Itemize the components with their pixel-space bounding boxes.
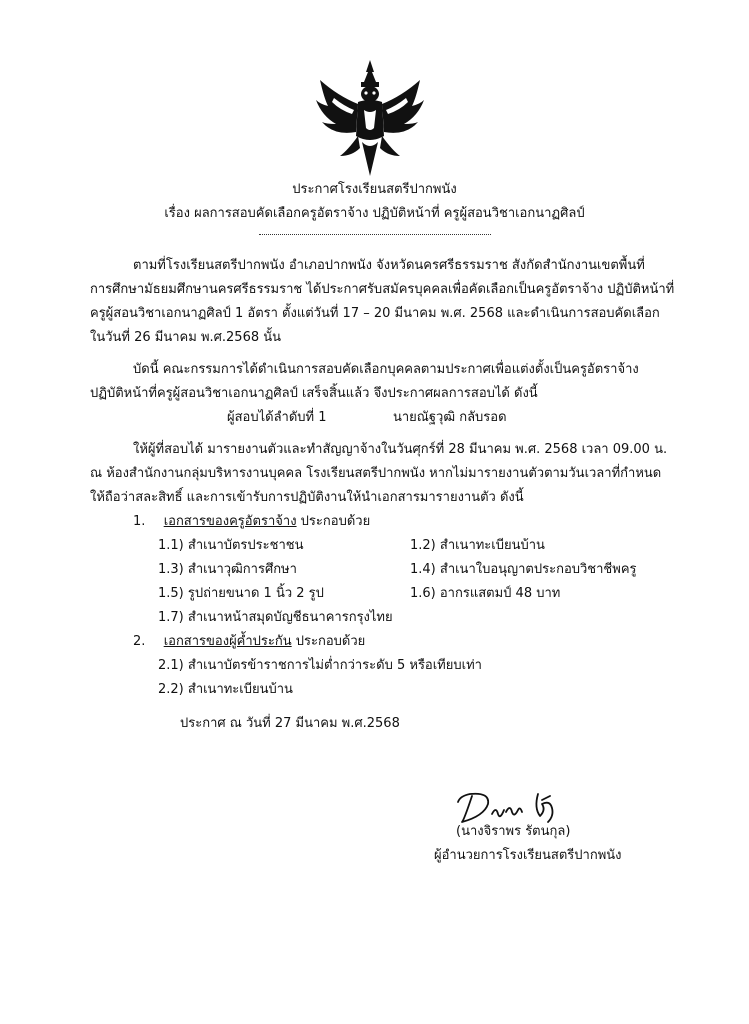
result-name: นายณัฐวุฒิ กลับรอด — [393, 410, 507, 425]
result-rank: ผู้สอบได้ลำดับที่ 1 — [227, 410, 327, 425]
section1-heading — [133, 510, 370, 534]
para1-line1: ตามที่โรงเรียนสตรีปากพนัง อำเภอปากพนัง จังหวัดนครศรีธรรมราช สังกัดสำนักงานเขตพื้นที่ — [133, 258, 645, 273]
section2-item-2: 2.2) สำเนาทะเบียนบ้าน — [158, 682, 293, 697]
section1-suffix: ประกอบด้วย — [296, 514, 371, 529]
section2-item-1: 2.1) สำเนาบัตรข้าราชการไม่ต่ำกว่าระดับ 5 หรือเทียบเท่า — [158, 658, 482, 673]
section1-item-2: 1.2) สำเนาทะเบียนบ้าน — [410, 538, 545, 553]
para1-line2: การศึกษามัธยมศึกษานครศรีธรรมราช ได้ประกาศรับสมัครบุคคลเพื่อคัดเลือกเป็นครูอัตราจ้าง ปฏิบัติหน้าที่ — [90, 282, 675, 297]
section1-item-1: 1.1) สำเนาบัตรประชาชน — [158, 538, 304, 553]
section1-item-3: 1.3) สำเนาวุฒิการศึกษา — [158, 562, 297, 577]
signatory-name: (นางจิราพร รัตนกุล) — [456, 824, 571, 839]
section2-heading — [133, 630, 365, 654]
section2-title: เอกสารของผู้ค้ำประกัน — [163, 634, 292, 649]
section1-item-7: 1.7) สำเนาหน้าสมุดบัญชีธนาคารกรุงไทย — [158, 610, 393, 625]
para2-line1: บัดนี้ คณะกรรมการได้ดำเนินการสอบคัดเลือกบุคคลตามประกาศเพื่อแต่งตั้งเป็นครูอัตราจ้าง — [133, 362, 639, 377]
section1-item-6: 1.6) อากรแสตมป์ 48 บาท — [410, 586, 561, 601]
dotted-divider — [259, 234, 491, 235]
para1-line4: ในวันที่ 26 มีนาคม พ.ศ.2568 นั้น — [90, 330, 282, 345]
section2-suffix: ประกอบด้วย — [291, 634, 366, 649]
section1-title: เอกสารของครูอัตราจ้าง — [163, 514, 297, 529]
para3-line1: ให้ผู้ที่สอบได้ มารายงานตัวและทำสัญญาจ้างในวันศุกร์ที่ 28 มีนาคม พ.ศ. 2568 เวลา 09.00 น. — [133, 442, 668, 457]
section1-item-5: 1.5) รูปถ่ายขนาด 1 นิ้ว 2 รูป — [158, 586, 324, 601]
signatory-position: ผู้อำนวยการโรงเรียนสตรีปากพนัง — [434, 848, 622, 863]
section2-number: 2. — [133, 634, 146, 649]
para3-line2: ณ ห้องสำนักงานกลุ่มบริหารงานบุคคล โรงเรียนสตรีปากพนัง หากไม่มารายงานตัวตามวันเวลาที่กำหนด — [90, 466, 662, 481]
para3-line3: ให้ถือว่าสละสิทธิ์ และการเข้ารับการปฏิบัติงานให้นำเอกสารมารายงานตัว ดังนี้ — [90, 490, 524, 505]
para1-line3: ครูผู้สอนวิชาเอกนาฏศิลป์ 1 อัตรา ตั้งแต่วันที่ 17 – 20 มีนาคม พ.ศ. 2568 และดำเนินการสอบคัดเลือก — [90, 306, 660, 321]
section1-item-4: 1.4) สำเนาใบอนุญาตประกอบวิชาชีพครู — [410, 562, 637, 577]
section1-number: 1. — [133, 514, 146, 529]
announcement-title: ประกาศโรงเรียนสตรีปากพนัง — [292, 182, 457, 197]
garuda-emblem-icon — [314, 58, 426, 178]
announce-date: ประกาศ ณ วันที่ 27 มีนาคม พ.ศ.2568 — [180, 716, 400, 731]
para2-line2: ปฏิบัติหน้าที่ครูผู้สอนวิชาเอกนาฏศิลป์ เสร็จสิ้นแล้ว จึงประกาศผลการสอบได้ ดังนี้ — [90, 386, 538, 401]
announcement-subject: เรื่อง ผลการสอบคัดเลือกครูอัตราจ้าง ปฏิบัติหน้าที่ ครูผู้สอนวิชาเอกนาฏศิลป์ — [164, 206, 585, 221]
